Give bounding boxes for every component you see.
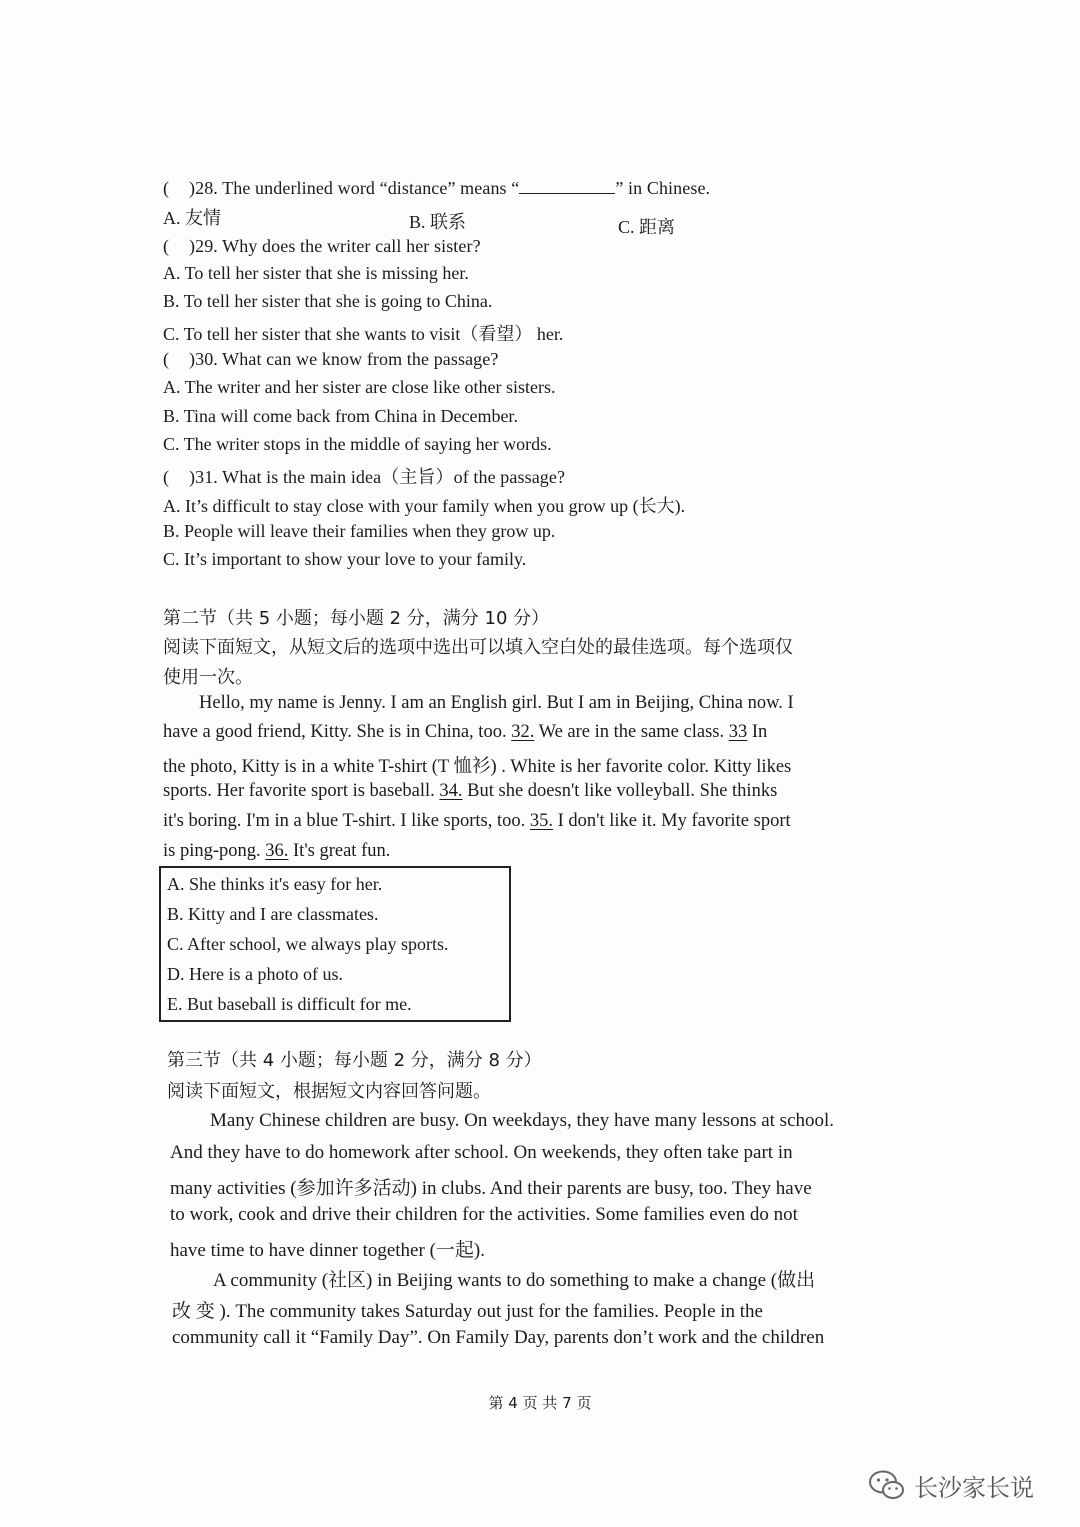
wechat-icon (868, 1469, 906, 1501)
section-2-instruction-2: 使用一次。 (163, 667, 253, 688)
passage3-line-2: And they have to do homework after school. On weekends, they often take part in (170, 1142, 793, 1163)
answer-paren: ( (163, 178, 170, 198)
box-option-a: A. She thinks it's easy for her. (167, 874, 383, 894)
box-option-e: E. But baseball is difficult for me. (167, 994, 412, 1014)
option-29-a: A. To tell her sister that she is missing her. (163, 263, 469, 283)
option-31-b: B. People will leave their families when they grow up. (163, 521, 556, 541)
passage-line-3: the photo, Kitty is in a white T-shirt (T 恤衫) . White is her favorite color. Kitty likes (163, 757, 792, 777)
question-30-stem: ( )30. What can we know from the passage? (163, 349, 499, 369)
box-option-d: D. Here is a photo of us. (167, 964, 343, 984)
page-footer: 第 4 页 共 7 页 (488, 1394, 592, 1412)
passage3-line-5: have time to have dinner together (一起). (170, 1240, 485, 1261)
question-28-stem: ( )28. The underlined word “distance” means “ ” in Chinese. (163, 178, 711, 198)
watermark (868, 1467, 1034, 1503)
answer-blank (519, 179, 615, 194)
question-31-stem: ( )31. What is the main idea（主旨）of the passage? (163, 467, 566, 487)
option-28-c: C. 距离 (618, 217, 676, 237)
passage-line-4: sports. Her favorite sport is baseball. 34. But she doesn't like volleyball. She thinks (163, 781, 778, 801)
passage3-line-7: 改 变 ). The community takes Saturday out just for the families. People in the (172, 1301, 763, 1322)
blank-35: 35. (529, 811, 554, 831)
section-3-instruction: 阅读下面短文，根据短文内容回答问题。 (167, 1081, 491, 1102)
option-31-a: A. It’s difficult to stay close with your family when you grow up (长大). (163, 496, 686, 516)
watermark-text: 长沙家长说 (914, 1473, 1034, 1502)
passage3-line-3: many activities (参加许多活动) in clubs. And their parents are busy, too. They have (170, 1178, 812, 1199)
passage-line-5: it's boring. I'm in a blue T-shirt. I like sports, too. 35. I don't like it. My favorite sport (163, 811, 791, 831)
option-29-b: B. To tell her sister that she is going to China. (163, 291, 493, 311)
option-28-a: A. 友情 (163, 208, 221, 228)
blank-33: 33 (728, 722, 748, 742)
section-2-heading: 第二节（共 5 小题；每小题 2 分，满分 10 分） (163, 608, 550, 629)
question-29-stem: ( )29. Why does the writer call her sister? (163, 236, 481, 256)
option-30-b: B. Tina will come back from China in December. (163, 406, 518, 426)
option-28-b: B. 联系 (409, 212, 467, 232)
options-box (159, 866, 511, 1022)
passage3-line-6: A community (社区) in Beijing wants to do something to make a change (做出 (213, 1270, 816, 1291)
option-30-a: A. The writer and her sister are close like other sisters. (163, 377, 556, 397)
passage-line-6: is ping-pong. 36. It's great fun. (163, 841, 391, 861)
section-2-instruction-1: 阅读下面短文，从短文后的选项中选出可以填入空白处的最佳选项。每个选项仅 (163, 637, 793, 658)
blank-36: 36. (265, 841, 289, 861)
box-option-c: C. After school, we always play sports. (167, 934, 449, 954)
option-31-c: C. It’s important to show your love to your family. (163, 549, 527, 569)
passage3-line-1: Many Chinese children are busy. On weekdays, they have many lessons at school. (210, 1110, 835, 1131)
passage-line-1: Hello, my name is Jenny. I am an English girl. But I am in Beijing, China now. I (199, 693, 794, 713)
passage3-line-8: community call it “Family Day”. On Family Day, parents don’t work and the children (172, 1327, 825, 1348)
blank-32: 32. (511, 722, 535, 742)
passage3-line-4: to work, cook and drive their children for the activities. Some families even do not (170, 1204, 798, 1225)
option-29-c: C. To tell her sister that she wants to visit（看望） her. (163, 324, 564, 344)
section-3-heading: 第三节（共 4 小题；每小题 2 分，满分 8 分） (167, 1050, 542, 1071)
box-option-b: B. Kitty and I are classmates. (167, 904, 379, 924)
passage-line-2: have a good friend, Kitty. She is in China, too. 32. We are in the same class. 33 In (163, 722, 768, 742)
option-30-c: C. The writer stops in the middle of saying her words. (163, 434, 552, 454)
blank-34: 34. (439, 781, 463, 801)
